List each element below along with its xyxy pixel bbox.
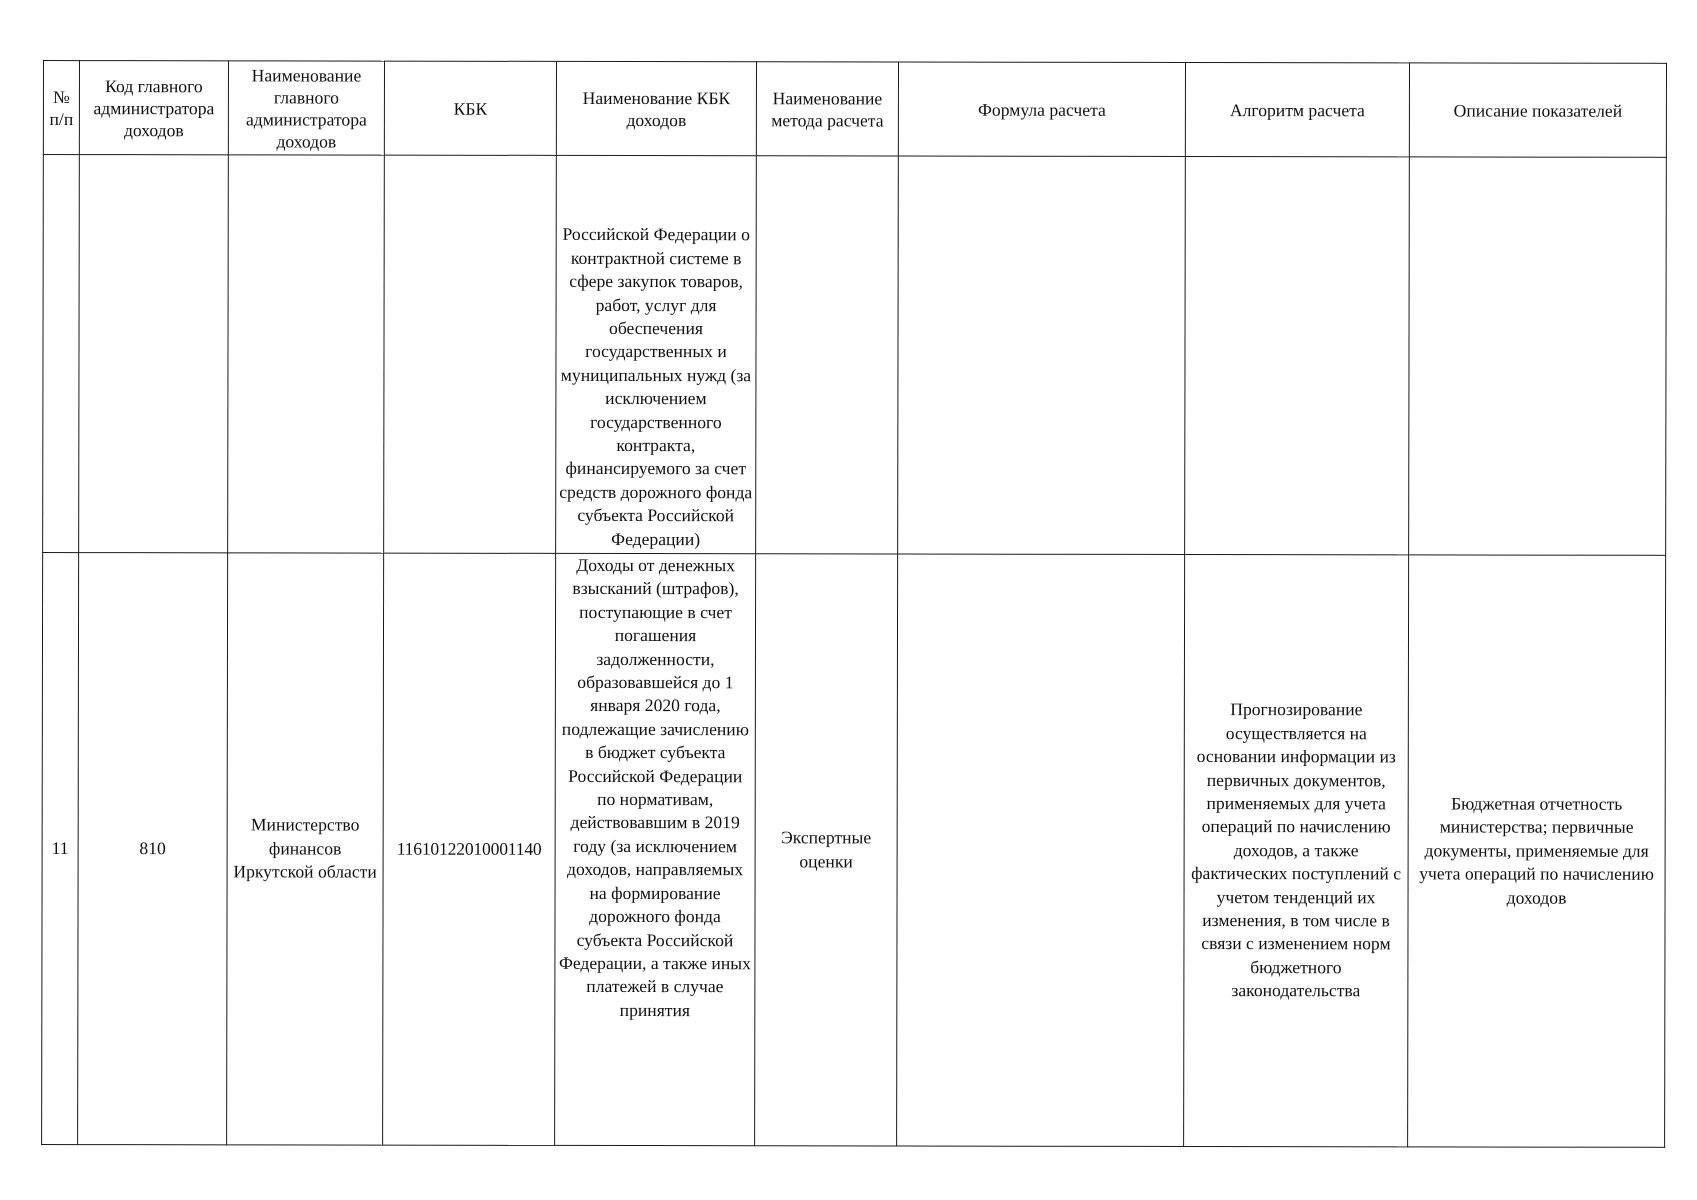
cell-description [1409,157,1667,555]
cell-admin-name [228,155,385,553]
revenue-forecast-table [41,60,1667,1148]
table-header-row [43,61,1666,158]
header-admin-code: Код главного администратора доходов [79,61,228,155]
table-row-11 [42,553,1666,1148]
cell-kbk [384,155,557,553]
table-row-continued [43,155,1667,556]
cell-kbk: 11610122010001140 [383,553,556,1145]
cell-formula [898,156,1186,555]
revenue-forecast-table-container [41,60,1666,1147]
header-kbk-name: Наименование КБК доходов [556,61,756,155]
cell-admin-code [79,155,229,553]
header-kbk: КБК [384,61,556,155]
cell-kbk-name: Российской Федерации о контрактной системе в сфере закупок товаров, работ, услуг для обеспечения государственных и муниципальных нужд (за исключением государственного контракта, финансируемого за счет средств дорожного фонда субъекта Российской Федерации) [556,155,757,553]
header-method: Наименование метода расчета [756,62,898,156]
cell-number: 11 [42,553,79,1145]
cell-admin-code: 810 [78,553,228,1145]
cell-method: Экспертные оценки [755,554,898,1146]
cell-number [43,155,80,553]
cell-admin-name: Министерство финансов Иркутской области [227,553,384,1145]
cell-formula [897,554,1185,1147]
header-description: Описание показателей [1409,63,1666,157]
header-number: № п/п [43,61,79,155]
cell-kbk-name: Доходы от денежных взысканий (штрафов), поступающие в счет погашения задолженности, образовавшейся до 1 января 2020 года, подлежащие зачислению в бюджет субъекта Российской Федерации по нормативам, действовавшим в 2019 году (за исключением доходов, направляемых на формирование дорожного фонда субъекта Российской Федерации, а также иных платежей в случае принятия [555,553,756,1145]
header-formula: Формула расчета [898,62,1185,157]
cell-description: Бюджетная отчетность министерства; первичные документы, применяемые для учета операций по начислению доходов [1408,555,1666,1147]
header-algorithm: Алгоритм расчета [1185,62,1409,156]
header-admin-name: Наименование главного администратора доходов [228,61,384,155]
cell-method [756,156,899,554]
cell-algorithm: Прогнозирование осуществляется на основании информации из первичных документов, применяемых для учета операций по начислению доходов, а также фактических поступлений с учетом тенденций их изменения, в том числе в связи с изменением норм бюджетного законодательства [1184,554,1409,1146]
cell-algorithm [1185,156,1410,554]
